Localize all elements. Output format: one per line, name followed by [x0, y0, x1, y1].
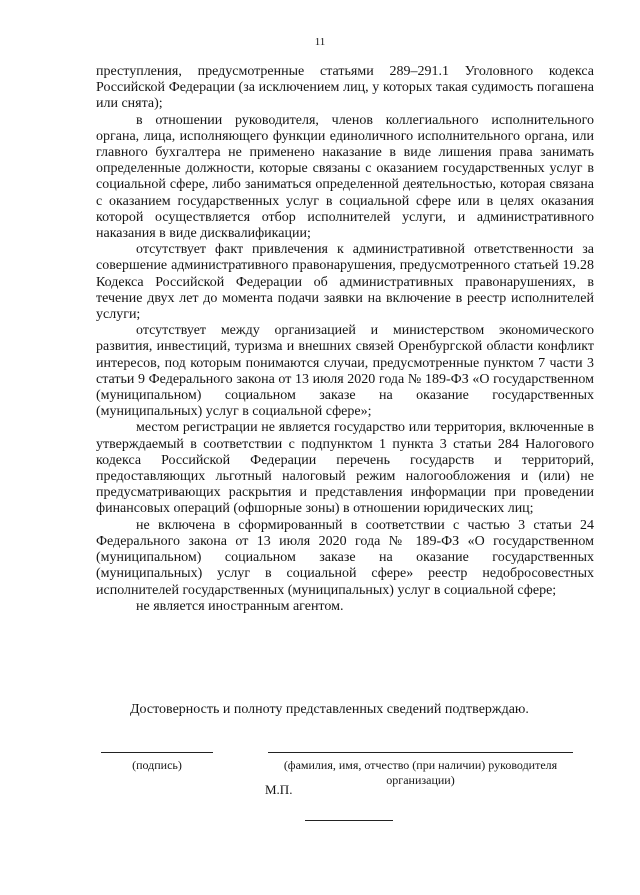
- stamp-underline: [305, 820, 393, 821]
- paragraph-criminal-record: преступления, предусмотренные статьями 289–291.1 Уголовного кодекса Российской Федерации (за исключением лиц, у которых такая судимость погашена или снята);: [96, 64, 594, 112]
- full-name-caption: (фамилия, имя, отчество (при наличии) руководителя организации): [283, 758, 558, 787]
- paragraph-disqualification: в отношении руководителя, членов коллегиального исполнительного органа, лица, исполняющего функции единоличного исполнительного органа, или главного бухгалтера не применено наказание в виде лишения права занимать определенные должности, которые связаны с оказанием государственных услуг в социальной сфере, либо заниматься определенной деятельностью, которая связана с оказанием государственных услуг в социальной сфере или в целях оказания которой осуществляется отбор исполнителей услуги, и административного наказания в виде дисквалификации;: [96, 112, 594, 242]
- paragraph-administrative-liability: отсутствует факт привлечения к административной ответственности за совершение административного правонарушения, предусмотренного статьей 19.28 Кодекса Российской Федерации об административных правонарушениях, в течение двух лет до момента подачи заявки на включение в реестр исполнителей услуги;: [96, 242, 594, 323]
- paragraph-unfair-executors-registry: не включена в сформированный в соответствии с частью 3 статьи 24 Федерального закона от 13 июля 2020 года № 189-ФЗ «О государственном (муниципальном) социальном заказе на оказание государственных (муниципальных) услуг в социальной сфере» реестр недобросовестных исполнителей государственных (муниципальных) услуг в социальной сфере;: [96, 517, 594, 598]
- paragraph-conflict-of-interest: отсутствует между организацией и министерством экономического развития, инвестиций, туризма и внешних связей Оренбургской области конфликт интересов, под которым понимаются случаи, предусмотренные пунктом 7 части 3 статьи 9 Федерального закона от 13 июля 2020 года № 189-ФЗ «О государственном (муниципальном) социальном заказе на оказание государственных (муниципальных) услуг в социальной сфере»;: [96, 323, 594, 420]
- paragraph-offshore-registration: местом регистрации не является государство или территория, включенные в утверждаемый в соответствии с подпунктом 1 пункта 3 статьи 284 Налогового кодекса Российской Федерации перечень государств и территорий, предоставляющих льготный налоговый режим налогообложения и (или) не предусматривающих раскрытия и представления информации при проведении финансовых операций (офшорные зоны) в отношении юридических лиц;: [96, 420, 594, 517]
- full-name-line[interactable]: [268, 752, 573, 753]
- document-body: [96, 64, 594, 615]
- page-number: 11: [314, 36, 326, 48]
- signature-caption: (подпись): [132, 758, 182, 772]
- signature-line[interactable]: [101, 752, 213, 753]
- confirmation-text: Достоверность и полноту представленных сведений подтверждаю.: [130, 702, 529, 717]
- paragraph-foreign-agent: не является иностранным агентом.: [136, 598, 344, 614]
- stamp-placeholder: М.П.: [265, 782, 293, 797]
